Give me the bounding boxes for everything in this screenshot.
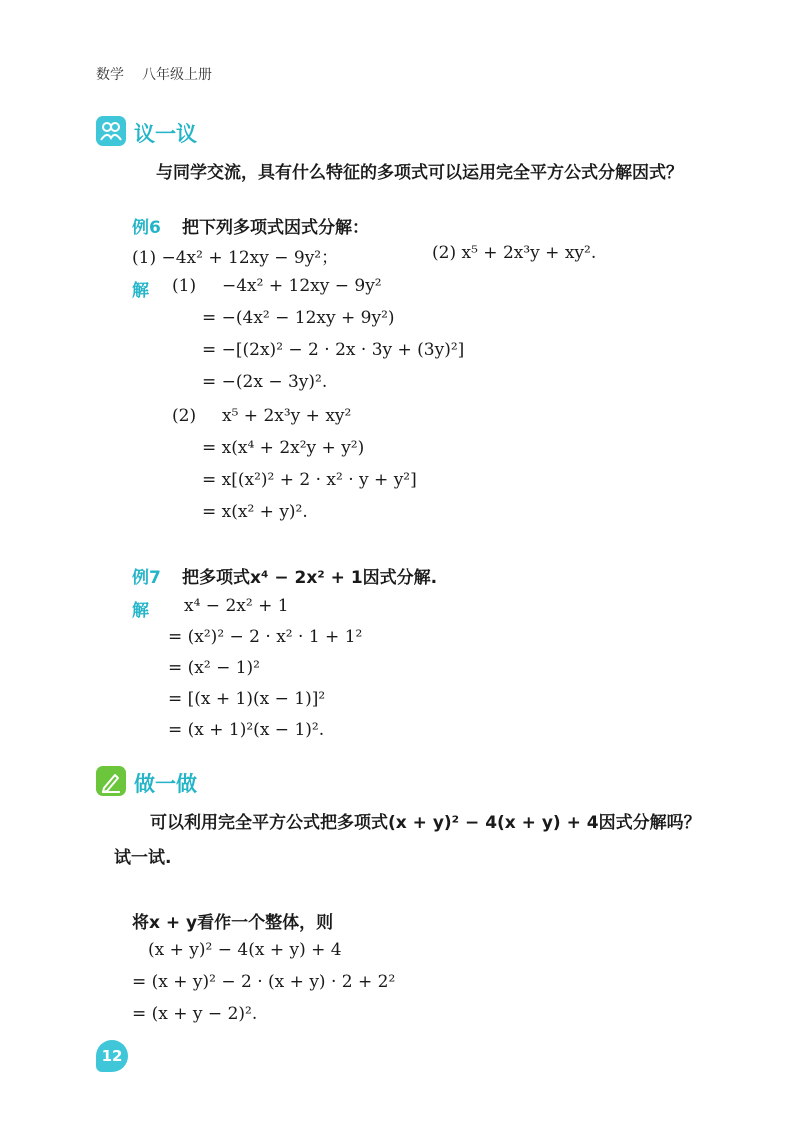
example7-line: = (x²)² − 2 · x² · 1 + 1² [168, 627, 363, 647]
try-title: 做一做 [134, 772, 197, 796]
example6-part2-line: = x(x² + y)². [202, 502, 308, 522]
try-line: (x + y)² − 4(x + y) + 4 [148, 940, 342, 960]
example6-part2-label: (2) [172, 406, 197, 426]
example6-solution-label: 解 [132, 281, 149, 301]
header-subject: 数学 [96, 67, 124, 83]
try-intro: 将x + y看作一个整体，则 [132, 913, 334, 933]
page-number: 12 [96, 1040, 128, 1072]
pencil-icon [96, 766, 126, 796]
example6-part1-line: = −[(2x)² − 2 · 2x · 3y + (3y)²] [202, 340, 465, 360]
example7-prompt: 把多项式x⁴ − 2x² + 1因式分解. [182, 568, 438, 588]
example6-part2-line: = x[(x²)² + 2 · x² · y + y²] [202, 470, 417, 490]
example7-line: x⁴ − 2x² + 1 [184, 596, 289, 616]
example6-part2-line: = x(x⁴ + 2x²y + y²) [202, 438, 365, 458]
example6-part1-line: = −(4x² − 12xy + 9y²) [202, 308, 395, 328]
example6-part1-line: = −(2x − 3y)². [202, 372, 328, 392]
example6-item2: (2) x⁵ + 2x³y + xy². [432, 243, 597, 263]
example6-part2-line: x⁵ + 2x³y + xy² [222, 406, 352, 426]
example6-label: 例6 [132, 218, 161, 238]
example7-label: 例7 [132, 568, 161, 588]
header-grade: 八年级上册 [142, 67, 212, 83]
try-question: 可以利用完全平方公式把多项式(x + y)² − 4(x + y) + 4因式分解吗？ [150, 813, 701, 833]
try-question-continued: 试一试. [114, 848, 172, 868]
running-header [96, 64, 212, 84]
example6-item1: (1) −4x² + 12xy − 9y²； [132, 248, 339, 268]
example7-line: = [(x + 1)(x − 1)]² [168, 689, 326, 709]
discuss-icon [96, 116, 126, 146]
discuss-title: 议一议 [134, 122, 197, 146]
example6-prompt: 把下列多项式因式分解： [182, 218, 369, 238]
try-line: = (x + y)² − 2 · (x + y) · 2 + 2² [132, 972, 396, 992]
example6-part1-line: −4x² + 12xy − 9y² [222, 276, 382, 296]
example6-part1-label: (1) [172, 276, 197, 296]
try-line: = (x + y − 2)². [132, 1004, 258, 1024]
discuss-question: 与同学交流，具有什么特征的多项式可以运用完全平方公式分解因式？ [156, 163, 683, 183]
example7-line: = (x + 1)²(x − 1)². [168, 720, 325, 740]
example7-solution-label: 解 [132, 601, 149, 621]
example7-line: = (x² − 1)² [168, 658, 260, 678]
